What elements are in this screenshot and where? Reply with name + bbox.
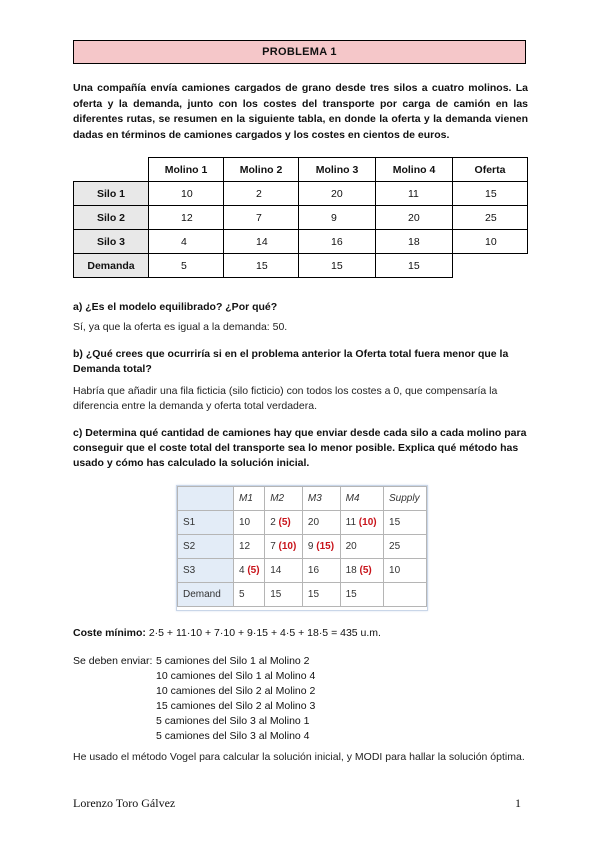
cost-table	[73, 157, 528, 278]
header-molino-4: Molino 4	[376, 158, 453, 182]
cell-cost: 14	[270, 565, 282, 576]
solution-cell	[234, 511, 265, 535]
table-cell: 4	[149, 230, 224, 254]
table-cell: 7	[224, 206, 299, 230]
list-item: 5 camiones del Silo 3 al Molino 4	[156, 730, 310, 742]
answer-a: Sí, ya que la oferta es igual a la demanda: 50.	[73, 321, 288, 333]
solution-header-row	[178, 487, 427, 511]
table-cell: 25	[453, 206, 528, 230]
header-molino-1: Molino 1	[149, 158, 224, 182]
solution-cell	[234, 559, 265, 583]
solution-cell	[265, 535, 303, 559]
table-row	[74, 206, 528, 230]
cell-cost: 9	[307, 541, 314, 552]
table-cell: 10	[149, 182, 224, 206]
table-row	[178, 559, 427, 583]
solution-cell	[265, 583, 303, 607]
cell-cost: 10	[389, 565, 401, 576]
solution-cell	[234, 583, 265, 607]
solution-cell	[384, 511, 427, 535]
solution-cell	[302, 583, 340, 607]
shipping-plan	[73, 654, 316, 742]
shipping-lines	[156, 654, 315, 744]
table-row	[178, 511, 427, 535]
cell-allocation: (15)	[316, 541, 335, 552]
solution-cell	[340, 511, 383, 535]
list-item: 15 camiones del Silo 2 al Molino 3	[156, 700, 316, 712]
intro-paragraph: Una compañía envía camiones cargados de grano desde tres silos a cuatro molinos. La oferta y la demanda, junto con los costes del transporte por carga de camión en las diferentes rutas, se resumen en la siguiente tabla, en donde la oferta y la demanda vienen dadas en términos de camiones cargados y los costes en cientos de euros.	[73, 82, 528, 141]
table-cell: 15	[299, 254, 376, 278]
solution-cell	[384, 583, 427, 607]
cell-cost: 15	[307, 589, 320, 600]
table-row	[74, 230, 528, 254]
problem-title: PROBLEMA 1	[73, 40, 526, 64]
cell-cost: 2	[270, 517, 276, 528]
table-cell: 15	[453, 182, 528, 206]
header-molino-2: Molino 2	[224, 158, 299, 182]
shipping-label: Se deben enviar:	[73, 655, 153, 667]
table-cell: 14	[224, 230, 299, 254]
cost-expression: 2·5 + 11·10 + 7·10 + 9·15 + 4·5 + 18·5 = 435 u.m.	[148, 627, 381, 639]
solution-cell	[302, 511, 340, 535]
list-item: 10 camiones del Silo 1 al Molino 4	[156, 670, 316, 682]
solution-cell	[340, 559, 383, 583]
solution-cell	[384, 535, 427, 559]
list-item: 10 camiones del Silo 2 al Molino 2	[156, 685, 316, 697]
solution-header-cell: Supply	[384, 487, 427, 511]
table-cell: 2	[224, 182, 299, 206]
solution-cell	[384, 559, 427, 583]
list-item: 5 camiones del Silo 3 al Molino 1	[156, 715, 310, 727]
table-row	[178, 535, 427, 559]
cell-cost: 18	[345, 565, 357, 576]
cell-allocation: (5)	[278, 517, 291, 528]
table-row	[178, 583, 427, 607]
cell-cost: 4	[239, 565, 245, 576]
question-b: b) ¿Qué crees que ocurriría si en el problema anterior la Oferta total fuera menor que la Demanda total?	[73, 348, 509, 375]
row-label: Demanda	[74, 254, 149, 278]
cell-cost: 20	[307, 517, 320, 528]
footer-author: Lorenzo Toro Gálvez	[73, 796, 176, 810]
solution-row-label: Demand	[178, 583, 234, 607]
solution-header-cell: M2	[265, 487, 303, 511]
header-molino-3: Molino 3	[299, 158, 376, 182]
row-label: Silo 2	[74, 206, 149, 230]
table-cell: 12	[149, 206, 224, 230]
table-row	[74, 182, 528, 206]
cell-cost: 15	[270, 589, 282, 600]
solution-row-label: S3	[178, 559, 234, 583]
table-cell: 15	[376, 254, 453, 278]
solution-cell	[302, 559, 340, 583]
table-cell: 16	[299, 230, 376, 254]
table-cell: 5	[149, 254, 224, 278]
minimum-cost	[73, 627, 381, 639]
cell-cost: 11	[345, 517, 357, 528]
cell-cost: 16	[307, 565, 320, 576]
table-cell: 15	[224, 254, 299, 278]
table-row	[74, 254, 528, 278]
cell-cost: 15	[345, 589, 357, 600]
solution-header-cell: M4	[340, 487, 383, 511]
table-cell: 20	[299, 182, 376, 206]
row-label: Silo 3	[74, 230, 149, 254]
question-c: c) Determina qué cantidad de camiones hay que enviar desde cada silo a cada molino para conseguir que el coste total del transporte sea lo menor posible. Explica qué método has usado y cómo has calculado la solución inicial.	[73, 427, 527, 469]
cell-cost: 15	[389, 517, 401, 528]
cell-cost: 10	[239, 517, 251, 528]
cell-cost: 12	[239, 541, 251, 552]
cell-cost: 25	[389, 541, 401, 552]
solution-cell	[265, 559, 303, 583]
row-label: Silo 1	[74, 182, 149, 206]
question-a: a) ¿Es el modelo equilibrado? ¿Por qué?	[73, 301, 278, 313]
solution-cell	[340, 535, 383, 559]
table-cell: 20	[376, 206, 453, 230]
cell-cost: 7	[270, 541, 276, 552]
cell-allocation: (10)	[278, 541, 297, 552]
cell-cost: 20	[345, 541, 357, 552]
table-cell: 9	[299, 206, 376, 230]
header-oferta: Oferta	[453, 158, 528, 182]
cell-allocation: (10)	[358, 517, 377, 528]
cell-allocation: (5)	[359, 565, 372, 576]
solution-header-cell: M1	[234, 487, 265, 511]
solution-cell	[340, 583, 383, 607]
list-item: 5 camiones del Silo 1 al Molino 2	[156, 655, 310, 667]
cost-label: Coste mínimo:	[73, 627, 146, 639]
cell-allocation: (5)	[247, 565, 260, 576]
method-paragraph: He usado el método Vogel para calcular la solución inicial, y MODI para hallar la solución óptima.	[73, 751, 525, 763]
page-number: 1	[515, 796, 521, 810]
table-cell: 11	[376, 182, 453, 206]
solution-cell	[265, 511, 303, 535]
answer-b: Habría que añadir una fila ficticia (silo ficticio) con todos los costes a 0, que compensaría la diferencia entre la demanda y oferta total verdadera.	[73, 385, 498, 412]
table-cell: 18	[376, 230, 453, 254]
solution-row-label: S2	[178, 535, 234, 559]
cell-cost: 5	[239, 589, 245, 600]
solution-table-image	[176, 485, 428, 611]
solution-row-label: S1	[178, 511, 234, 535]
solution-table	[177, 486, 427, 607]
corner-cell	[178, 487, 234, 511]
solution-cell	[234, 535, 265, 559]
solution-cell	[302, 535, 340, 559]
table-cell: 10	[453, 230, 528, 254]
solution-header-cell: M3	[302, 487, 340, 511]
